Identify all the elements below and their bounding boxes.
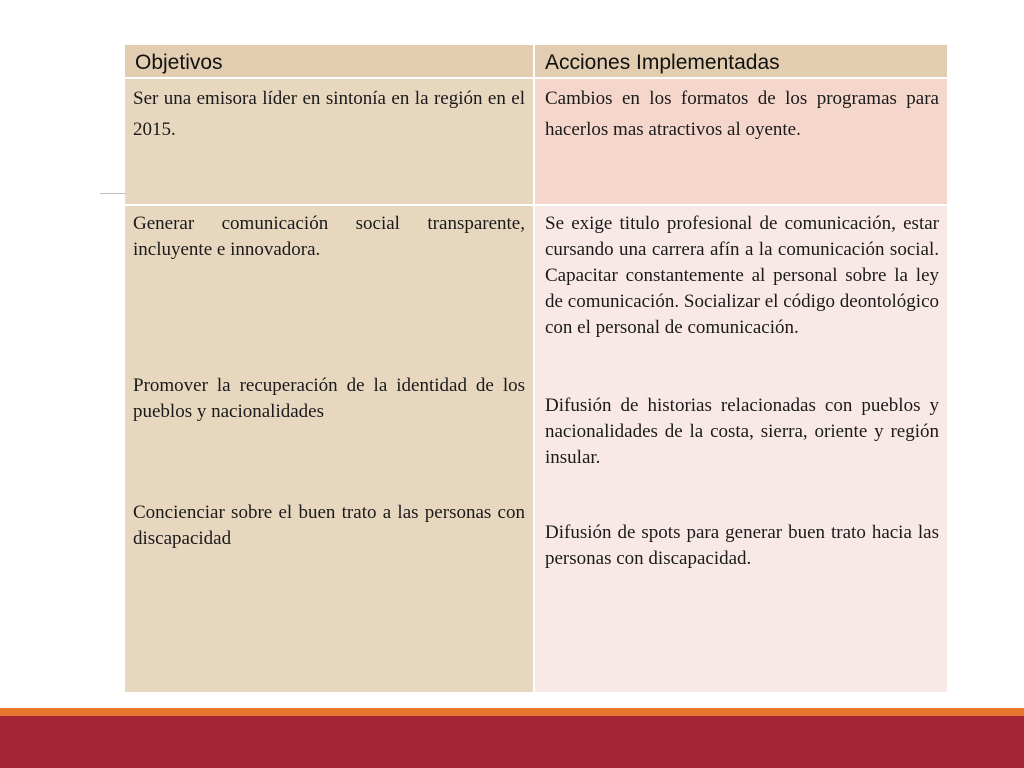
objective-cell-1 bbox=[125, 79, 535, 206]
action-text: Se exige titulo profesional de comunicación, estar cursando una carrera afín a la comunicación social. Capacitar constantemente al personal sobre la ley de comunicación. Socializar el código deontológico con el personal de comunicación. bbox=[545, 213, 939, 338]
objective-text: Promover la recuperación de la identidad de los pueblos y nacionalidades bbox=[133, 375, 525, 422]
action-text: Cambios en los formatos de los programas para hacerlos mas atractivos al oyente. bbox=[545, 88, 939, 140]
decorative-line bbox=[100, 193, 126, 194]
footer-orange-stripe bbox=[0, 708, 1024, 716]
action-cell-2 bbox=[535, 206, 947, 692]
header-actions-label: Acciones Implementadas bbox=[545, 51, 780, 74]
action-text: Difusión de spots para generar buen trato hacia las personas con discapacidad. bbox=[545, 522, 939, 569]
objective-text: Generar comunicación social transparente, incluyente e innovadora. bbox=[133, 213, 525, 260]
footer-red-band bbox=[0, 716, 1024, 768]
header-objectives bbox=[125, 45, 535, 79]
objectives-actions-table bbox=[125, 45, 947, 692]
objective-text: Ser una emisora líder en sintonía en la región en el 2015. bbox=[133, 88, 525, 140]
header-actions bbox=[535, 45, 947, 79]
action-text: Difusión de historias relacionadas con pueblos y nacionalidades de la costa, sierra, oriente y región insular. bbox=[545, 395, 939, 468]
action-cell-1 bbox=[535, 79, 947, 206]
objective-cell-2 bbox=[125, 206, 535, 692]
header-objectives-label: Objetivos bbox=[135, 51, 223, 74]
objective-text: Concienciar sobre el buen trato a las personas con discapacidad bbox=[133, 502, 525, 549]
